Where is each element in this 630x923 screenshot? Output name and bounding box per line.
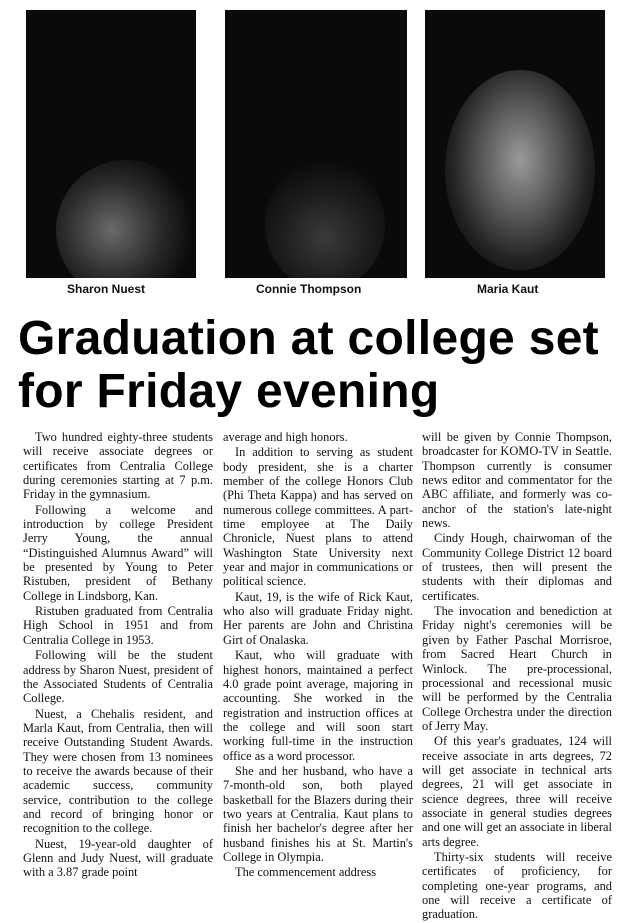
photo-maria-kaut — [425, 10, 605, 278]
portrait-shadow — [56, 160, 196, 278]
paragraph: Following will be the student address by Sharon Nuest, president of the Associated Students of Centralia College. — [23, 648, 213, 706]
paragraph: Nuest, a Chehalis resident, and Marla Kaut, from Centralia, then will receive Outstanding Student Awards. They were chosen from 13 nominees to receive the awards because of their academic success, community service, contribution to the college and record of bringing honor or recognition to the college. — [23, 706, 213, 836]
article-column-2 — [223, 430, 413, 881]
paragraph: will be given by Connie Thompson, broadcaster for KOMO-TV in Seattle. Thompson currently is consumer news editor and commentator for the ABC affiliate, and formerly was co-anchor of the station's late-night news. — [422, 430, 612, 531]
article-column-1 — [23, 430, 213, 881]
photo-caption: Sharon Nuest — [67, 282, 146, 296]
paragraph: Two hundred eighty-three students will receive associate degrees or certificates from Centralia College during ceremonies starting at 7 p.m. Friday in the gymnasium. — [23, 430, 213, 502]
paragraph: Kaut, 19, is the wife of Rick Kaut, who also will graduate Friday night. Her parents are John and Christina Girt of Onalaska. — [223, 589, 413, 647]
paragraph: Ristuben graduated from Centralia High School in 1951 and from Centralia College in 1953. — [23, 604, 213, 647]
photo-caption: Connie Thompson — [256, 282, 362, 296]
paragraph: The invocation and benediction at Friday night's ceremonies will be given by Father Paschal Morrisroe, from Sacred Heart Church in Winlock. The pre-processional, processional and recessional music will be performed by the Centralia College Orchestra under the direction of Jerry May. — [422, 604, 612, 733]
photo-sharon-nuest — [26, 10, 196, 278]
headline: Graduation at college set for Friday evening — [18, 312, 599, 418]
portrait-face — [445, 70, 595, 270]
portrait-shadow — [265, 160, 385, 278]
paragraph: Thirty-six students will receive certificates of proficiency, for completing one-year programs, and one will receive a certificate of graduation. — [422, 849, 612, 922]
paragraph: The commencement address — [235, 865, 377, 880]
paragraph: Of this year's graduates, 124 will receive associate in arts degrees, 72 will get associate in technical arts degrees, 21 will get associate in science degrees, three will receive associate in general studies degrees and one will get an associate in liberal arts degree. — [422, 734, 612, 849]
photo-connie-thompson — [225, 10, 407, 278]
paragraph: Kaut, who will graduate with highest honors, maintained a perfect 4.0 grade point average, majoring in accounting. She worked in the registration and instruction offices at the college and will soon start working full-time in the instruction office as a word processor. — [223, 648, 413, 763]
paragraph: Cindy Hough, chairwoman of the Community College District 12 board of trustees, then will present the students with their diplomas and certificates. — [422, 531, 612, 603]
paragraph: Nuest, 19-year-old daughter of Glenn and Judy Nuest, will graduate with a 3.87 grade point — [23, 836, 213, 880]
paragraph: average and high honors. — [223, 430, 348, 444]
paragraph: In addition to serving as student body president, she is a charter member of the college Honors Club (Phi Theta Kappa) and has served on numerous college committees. A part-time employee at The Daily Chronicle, Nuest plans to attend Washington State University next year and major in communications or political science. — [223, 445, 413, 589]
article-column-3 — [422, 430, 612, 923]
photo-caption: Maria Kaut — [477, 282, 539, 296]
paragraph: Following a welcome and introduction by college President Jerry Young, the annual “Distinguished Alumnus Award” will be presented by Young to Peter Ristuben, president of Bethany College in Lindsborg, Kan. — [23, 502, 213, 603]
paragraph: She and her husband, who have a 7-month-old son, both played basketball for the Blazers during their two years at Centralia. Kaut plans to finish her bachelor's degree after her husband finishes his at St. Martin's College in Olympia. — [223, 763, 413, 864]
